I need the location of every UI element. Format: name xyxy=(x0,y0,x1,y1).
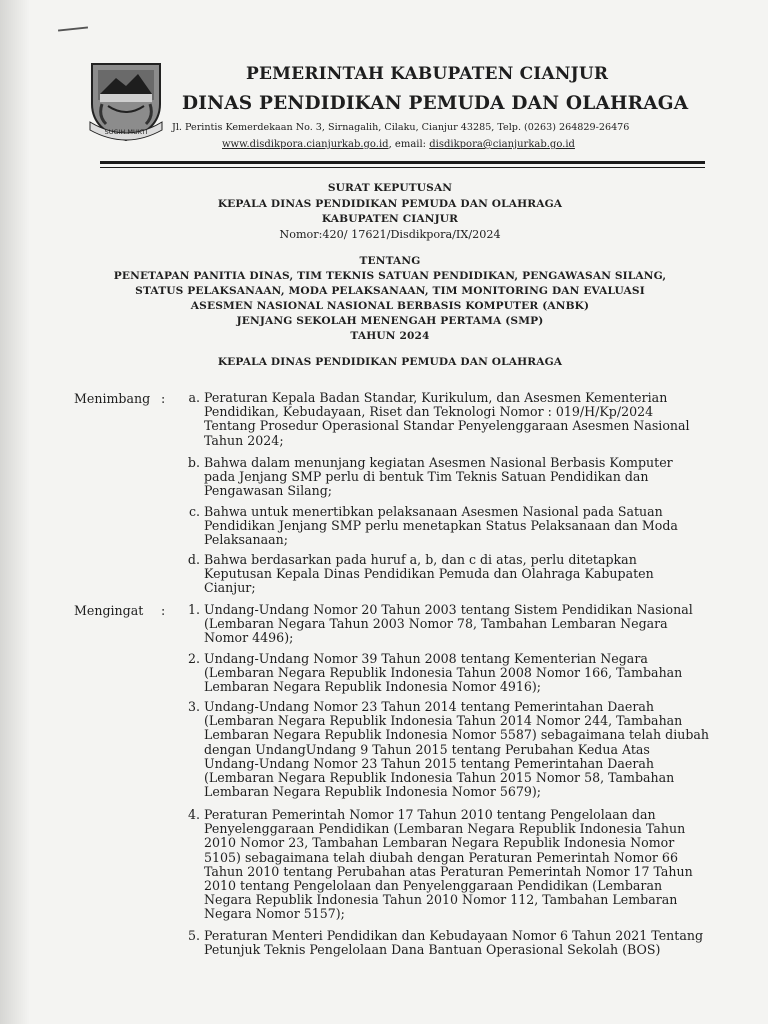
subject-line-4: JENJANG SEKOLAH MENENGAH PERTAMA (SMP) xyxy=(236,315,544,327)
item-marker: 3. xyxy=(187,699,200,714)
mengingat-label: Mengingat xyxy=(74,603,144,618)
title-about: TENTANG xyxy=(359,255,421,267)
subject-line-5: TAHUN 2024 xyxy=(350,330,430,342)
menimbang-label: Menimbang xyxy=(74,391,151,406)
subject-line-2: STATUS PELAKSANAAN, MODA PELAKSANAAN, TIM MONITORING DAN EVALUASI xyxy=(135,285,645,297)
item-line: Tahun 2010 tentang Perubahan atas Peraturan Pemerintah Nomor 17 Tahun xyxy=(204,863,693,879)
item-line: Keputusan Kepala Dinas Pendidikan Pemuda dan Olahraga Kabupaten xyxy=(204,566,654,582)
letterhead-address: Jl. Perintis Kemerdekaan No. 3, Sirnagalih, Cilaku, Cianjur 43285, Telp. (0263) 264829-26476 xyxy=(172,122,630,133)
subject-line-3: ASESMEN NASIONAL NASIONAL BERBASIS KOMPUTER (ANBK) xyxy=(190,300,590,312)
subject-line-1: PENETAPAN PANITIA DINAS, TIM TEKNIS SATUAN PENDIDIKAN, PENGAWASAN SILANG, xyxy=(113,270,667,282)
item-line: Pelaksanaan; xyxy=(204,532,288,548)
menimbang-colon: : xyxy=(161,391,166,406)
item-marker: 1. xyxy=(187,602,200,617)
website-link[interactable]: www.disdikpora.cianjurkab.go.id xyxy=(222,139,389,150)
item-line: Bahwa berdasarkan pada huruf a, b, dan c di atas, perlu ditetapkan xyxy=(204,552,637,567)
item-marker: b. xyxy=(187,455,200,470)
item-line: Bahwa dalam menunjang kegiatan Asesmen Nasional Berbasis Komputer xyxy=(204,455,673,470)
item-line: Tentang Prosedur Operasional Standar Penyelenggaraan Asesmen Nasional xyxy=(204,418,690,434)
item-marker: 5. xyxy=(187,928,200,943)
item-marker: 4. xyxy=(187,807,200,822)
decree-number: Nomor:420/ 17621/Disdikpora/IX/2024 xyxy=(279,228,501,241)
item-line: Undang-Undang Nomor 20 Tahun 2003 tentang Sistem Pendidikan Nasional xyxy=(204,602,693,617)
regency-logo-icon xyxy=(86,60,166,142)
letterhead-rule-thick xyxy=(100,161,705,164)
item-line: Lembaran Negara Republik Indonesia Nomor 5587) sebagaimana telah diubah xyxy=(204,727,710,743)
letterhead-rule-thin xyxy=(100,167,705,168)
title-line-3: KABUPATEN CIANJUR xyxy=(321,213,459,225)
item-line: (Lembaran Negara Tahun 2003 Nomor 78, Tambahan Lembaran Negara xyxy=(204,616,668,632)
title-line-1: SURAT KEPUTUSAN xyxy=(327,182,453,194)
item-line: Peraturan Menteri Pendidikan dan Kebudayaan Nomor 6 Tahun 2021 Tentang xyxy=(204,928,704,943)
item-line: Pendidikan, Kebudayaan, Riset dan Teknologi Nomor : 019/H/Kp/2024 xyxy=(204,404,654,420)
letterhead-government: PEMERINTAH KABUPATEN CIANJUR xyxy=(246,64,609,84)
item-line: Cianjur; xyxy=(204,580,256,596)
item-line: Peraturan Pemerintah Nomor 17 Tahun 2010 tentang Pengelolaan dan xyxy=(204,807,656,822)
svg-text:SUGIH MUKTI: SUGIH MUKTI xyxy=(104,128,148,136)
item-line: Undang-Undang Nomor 23 Tahun 2015 tentang Pemerintahan Daerah xyxy=(204,755,654,771)
item-marker: 2. xyxy=(187,651,200,666)
email-label: , email: xyxy=(388,139,427,150)
item-line: Bahwa untuk menertibkan pelaksanaan Asesmen Nasional pada Satuan xyxy=(204,504,663,519)
scan-mark xyxy=(58,26,88,31)
item-line: (Lembaran Negara Republik Indonesia Tahun 2008 Nomor 166, Tambahan xyxy=(204,665,683,681)
item-marker: a. xyxy=(188,390,200,405)
item-line: Undang-Undang Nomor 39 Tahun 2008 tentang Kementerian Negara xyxy=(204,651,648,666)
item-line: Lembaran Negara Republik Indonesia Nomor 5679); xyxy=(204,784,542,800)
item-line: Penyelenggaraan Pendidikan (Lembaran Negara Republik Indonesia Tahun xyxy=(204,821,686,837)
item-marker: c. xyxy=(188,504,200,519)
mengingat-colon: : xyxy=(161,603,166,618)
title-line-2: KEPALA DINAS PENDIDIKAN PEMUDA DAN OLAHRAGA xyxy=(217,198,563,210)
item-line: Pendidikan Jenjang SMP perlu menetapkan Status Pelaksanaan dan Moda xyxy=(204,518,678,534)
item-line: dengan UndangUndang 9 Tahun 2015 tentang Perubahan Kedua Atas xyxy=(204,741,650,757)
item-line: 2010 Nomor 23, Tambahan Lembaran Negara Republik Indonesia Nomor xyxy=(204,835,675,851)
item-line: (Lembaran Negara Republik Indonesia Tahun 2014 Nomor 244, Tambahan xyxy=(204,713,683,729)
email-link[interactable]: disdikpora@cianjurkab.go.id xyxy=(429,139,575,150)
issuing-authority: KEPALA DINAS PENDIDIKAN PEMUDA DAN OLAHRAGA xyxy=(217,356,563,368)
item-line: Lembaran Negara Republik Indonesia Nomor 4916); xyxy=(204,679,542,695)
item-line: Peraturan Kepala Badan Standar, Kurikulum, dan Asesmen Kementerian xyxy=(204,390,668,405)
item-line: Tahun 2024; xyxy=(204,432,284,448)
item-line: 5105) sebagaimana telah diubah dengan Peraturan Pemerintah Nomor 66 xyxy=(204,849,678,865)
item-line: Nomor 4496); xyxy=(204,630,294,646)
item-line: (Lembaran Negara Republik Indonesia Tahun 2015 Nomor 58, Tambahan xyxy=(204,770,675,786)
item-line: Petunjuk Teknis Pengelolaan Dana Bantuan Operasional Sekolah (BOS) xyxy=(204,942,661,958)
item-marker: d. xyxy=(187,552,200,567)
letterhead-contact xyxy=(222,139,575,150)
item-line: Undang-Undang Nomor 23 Tahun 2014 tentang Pemerintahan Daerah xyxy=(204,699,654,714)
item-line: Negara Republik Indonesia Tahun 2010 Nomor 112, Tambahan Lembaran xyxy=(204,892,678,908)
item-line: pada Jenjang SMP perlu di bentuk Tim Teknis Satuan Pendidikan dan xyxy=(204,469,649,485)
item-line: Negara Nomor 5157); xyxy=(204,906,345,922)
letterhead-agency: DINAS PENDIDIKAN PEMUDA DAN OLAHRAGA xyxy=(182,93,689,114)
item-line: Pengawasan Silang; xyxy=(204,483,333,499)
item-line: 2010 tentang Pengelolaan dan Penyelenggaraan Pendidikan (Lembaran xyxy=(204,878,663,894)
